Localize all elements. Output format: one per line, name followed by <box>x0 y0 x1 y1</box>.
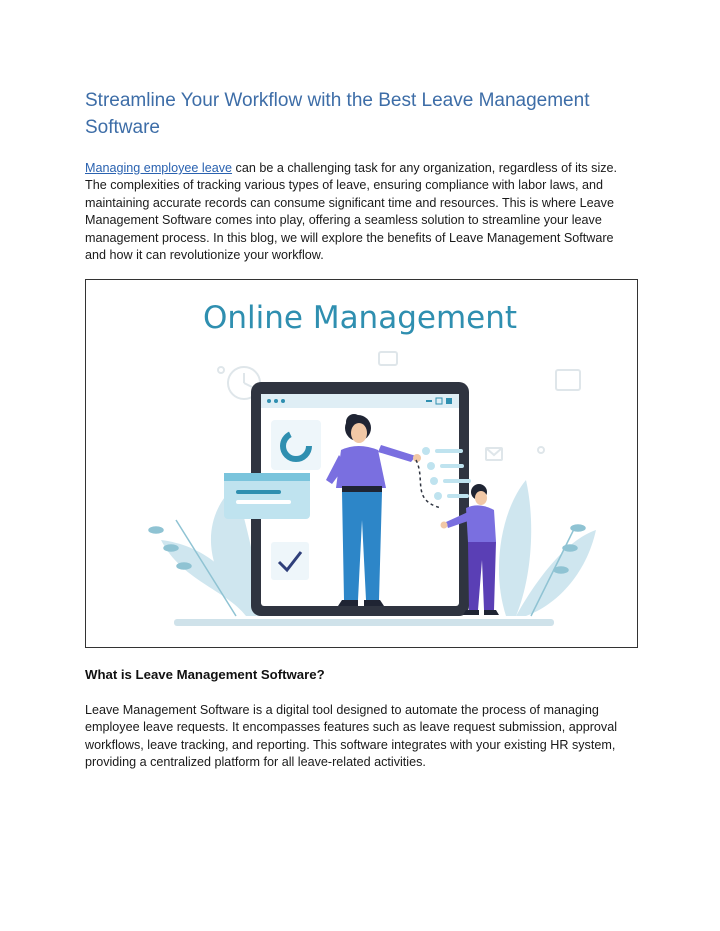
briefcase-icon <box>379 352 397 365</box>
donut-chart-card <box>271 420 321 470</box>
checkbox-card <box>271 542 309 580</box>
managing-leave-link[interactable]: Managing employee leave <box>85 161 233 175</box>
calendar-icon <box>556 370 580 390</box>
intro-paragraph <box>85 160 638 264</box>
section-paragraph: Leave Management Software is a digital tool designed to automate the process of managing employee leave requests. It encompasses features such as leave request submission, approval workflows, leave tracking, and reporting. This software integrates with your existing HR system, providing a centralized platform for all leave-related activities. <box>85 703 618 770</box>
figure-title: Online Management <box>202 300 518 336</box>
online-management-illustration <box>85 279 638 648</box>
section-heading: What is Leave Management Software? <box>85 667 325 682</box>
ground-shadow <box>174 619 554 626</box>
right-plant <box>499 480 596 616</box>
illustration-svg <box>86 280 637 647</box>
page-title: Streamline Your Workflow with the Best Leave Management Software <box>85 90 590 138</box>
intro-text: can be a challenging task for any organization, regardless of its size. The complexities of tracking various types of leave, ensuring compliance with labor laws, and maintaining accurate records can consume significant time and resources. This is where Leave Management Software comes into play, offering a seamless solution to streamline your leave management process. In this blog, we will explore the benefits of Leave Management Software and how it can revolutionize your workflow. <box>85 161 618 263</box>
